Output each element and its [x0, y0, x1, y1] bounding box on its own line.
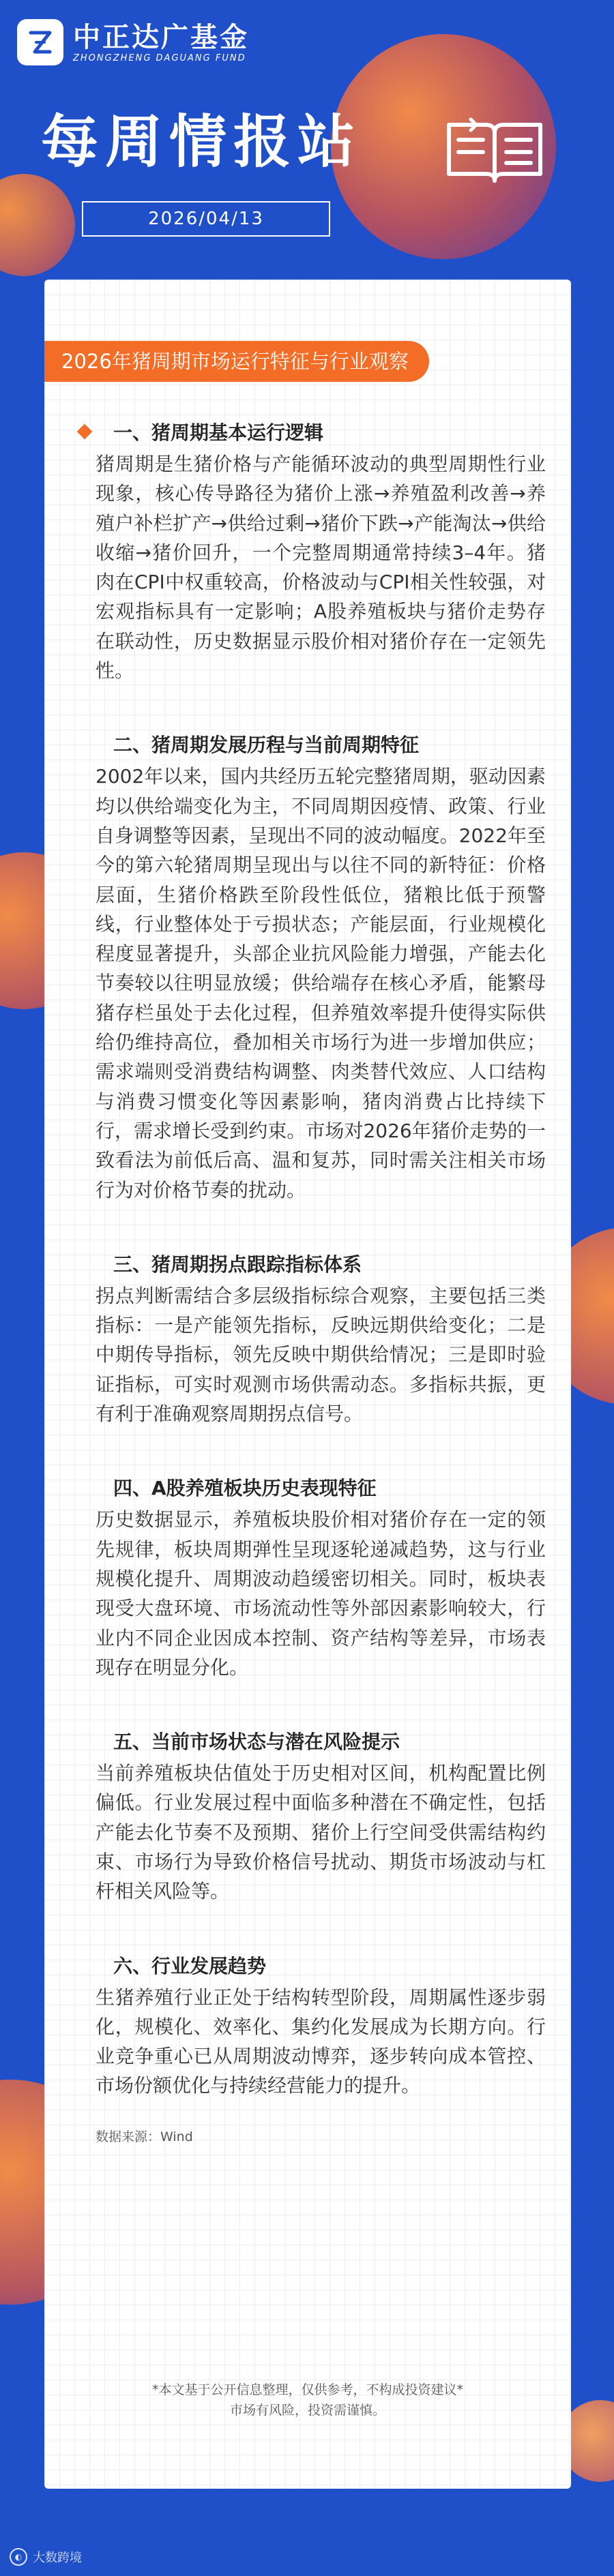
decor-circle-left-top	[0, 174, 75, 276]
topic-tag: 2026年猪周期市场运行特征与行业观察	[44, 341, 429, 382]
section-title: 四、A股养殖板块历史表现特征	[113, 1477, 377, 1500]
section-4	[96, 1475, 546, 1682]
section-body: 生猪养殖行业正处于结构转型阶段，周期属性逐步弱化，规模化、效率化、集约化发展成为长期方向。行业竞争重心已从周期波动博弈，逐步转向成本管控、市场份额优化与持续经营能力的提升。	[96, 1986, 546, 2097]
section-title: 三、猪周期拐点跟踪指标体系	[113, 1253, 362, 1276]
section-body: 历史数据显示，养殖板块股价相对猪价存在一定的领先规律，板块周期弹性呈现逐轮递减趋势，这与行业规模化提升、周期波动趋缓密切相关。同时，板块表现受大盘环境、市场流动性等外部因素影响较大，行业内不同企业因成本控制、资产结构等差异，市场表现存在明显分化。	[96, 1508, 546, 1679]
section-title: 五、当前市场状态与潜在风险提示	[113, 1731, 400, 1754]
section-title: 一、猪周期基本运行逻辑	[113, 421, 324, 444]
footer-watermark	[10, 2548, 82, 2566]
section-title: 二、猪周期发展历程与当前周期特征	[113, 734, 420, 757]
section-2	[96, 732, 546, 1204]
section-body: 猪周期是生猪价格与产能循环波动的典型周期性行业现象，核心传导路径为猪价上涨→养殖盈利改善→养殖户补栏扩产→供给过剩→猪价下跌→产能淘汰→供给收缩→猪价回升，一个完整周期通常持续3–4年。猪肉在CPI中权重较高，价格波动与CPI相关性较强，对宏观指标具有一定影响；A股养殖板块与猪价走势存在联动性，历史数据显示股价相对猪价存在一定领先性。	[96, 453, 546, 683]
section-body: 2002年以来，国内共经历五轮完整猪周期，驱动因素均以供给端变化为主，不同周期因疫情、政策、行业自身调整等因素，呈现出不同的波动幅度。2022年至今的第六轮猪周期呈现出与以往不同的新特征：价格层面，生猪价格跌至阶段性低位，猪粮比低于预警线，行业整体处于亏损状态；产能层面，行业规模化程度显著提升，头部企业抗风险能力增强，产能去化节奏较以往明显放缓；供给端存在核心矛盾，能繁母猪存栏虽处于去化过程，但养殖效率提升使得实际供给仍维持高位，叠加相关市场行为进一步增加供应；需求端则受消费结构调整、肉类替代效应、人口结构与消费习惯变化等因素影响，猪肉消费占比持续下行，需求增长受到约束。市场对2026年猪价走势的一致看法为前低后高、温和复苏，同时需关注相关市场行为对价格节奏的扰动。	[96, 765, 546, 1201]
section-title: 六、行业发展趋势	[113, 1954, 267, 1977]
brand-name-cn: 中正达广基金	[73, 21, 249, 53]
brand-logo	[17, 19, 249, 65]
article-card	[44, 280, 571, 2489]
book-icon	[443, 113, 546, 190]
disclaimer-line: *本文基于公开信息整理，仅供参考，不构成投资建议*	[151, 2382, 463, 2397]
watermark-text: 大数跨境	[33, 2551, 82, 2565]
section-3	[96, 1251, 546, 1428]
section-5	[96, 1728, 546, 1906]
section-6	[96, 1953, 546, 2101]
data-source: 数据来源：Wind	[96, 2129, 193, 2144]
section-body: 当前养殖板块估值处于历史相对区间，机构配置比例偏低。行业发展过程中面临多种潜在不确定性，包括产能去化节奏不及预期、猪价上行空间受供需结构约束、市场行为导致价格信号扰动、期货市场波动与杠杆相关风险等。	[96, 1762, 546, 1903]
section-1	[96, 419, 546, 685]
section-body: 拐点判断需结合多层级指标综合观察，主要包括三类指标：一是产能领先指标，反映远期供给变化；二是中期传导指标，领先反映中期供给情况；三是即时验证指标，可实时观测市场供需动态。多指标共振，更有利于准确观察周期拐点信号。	[96, 1284, 546, 1426]
article-content	[96, 419, 546, 2145]
diamond-bullet-icon	[77, 424, 93, 440]
brand-name-en: ZHONGZHENG DAGUANG FUND	[73, 53, 246, 63]
issue-date: 2026/04/13	[82, 201, 330, 237]
brand-z-icon	[17, 19, 63, 65]
disclaimer	[44, 2380, 571, 2421]
page-title: 每周情报站	[41, 108, 362, 175]
watermark-logo-icon: ◐	[10, 2548, 27, 2566]
disclaimer-line: 市场有风险，投资需谨慎。	[229, 2403, 385, 2418]
